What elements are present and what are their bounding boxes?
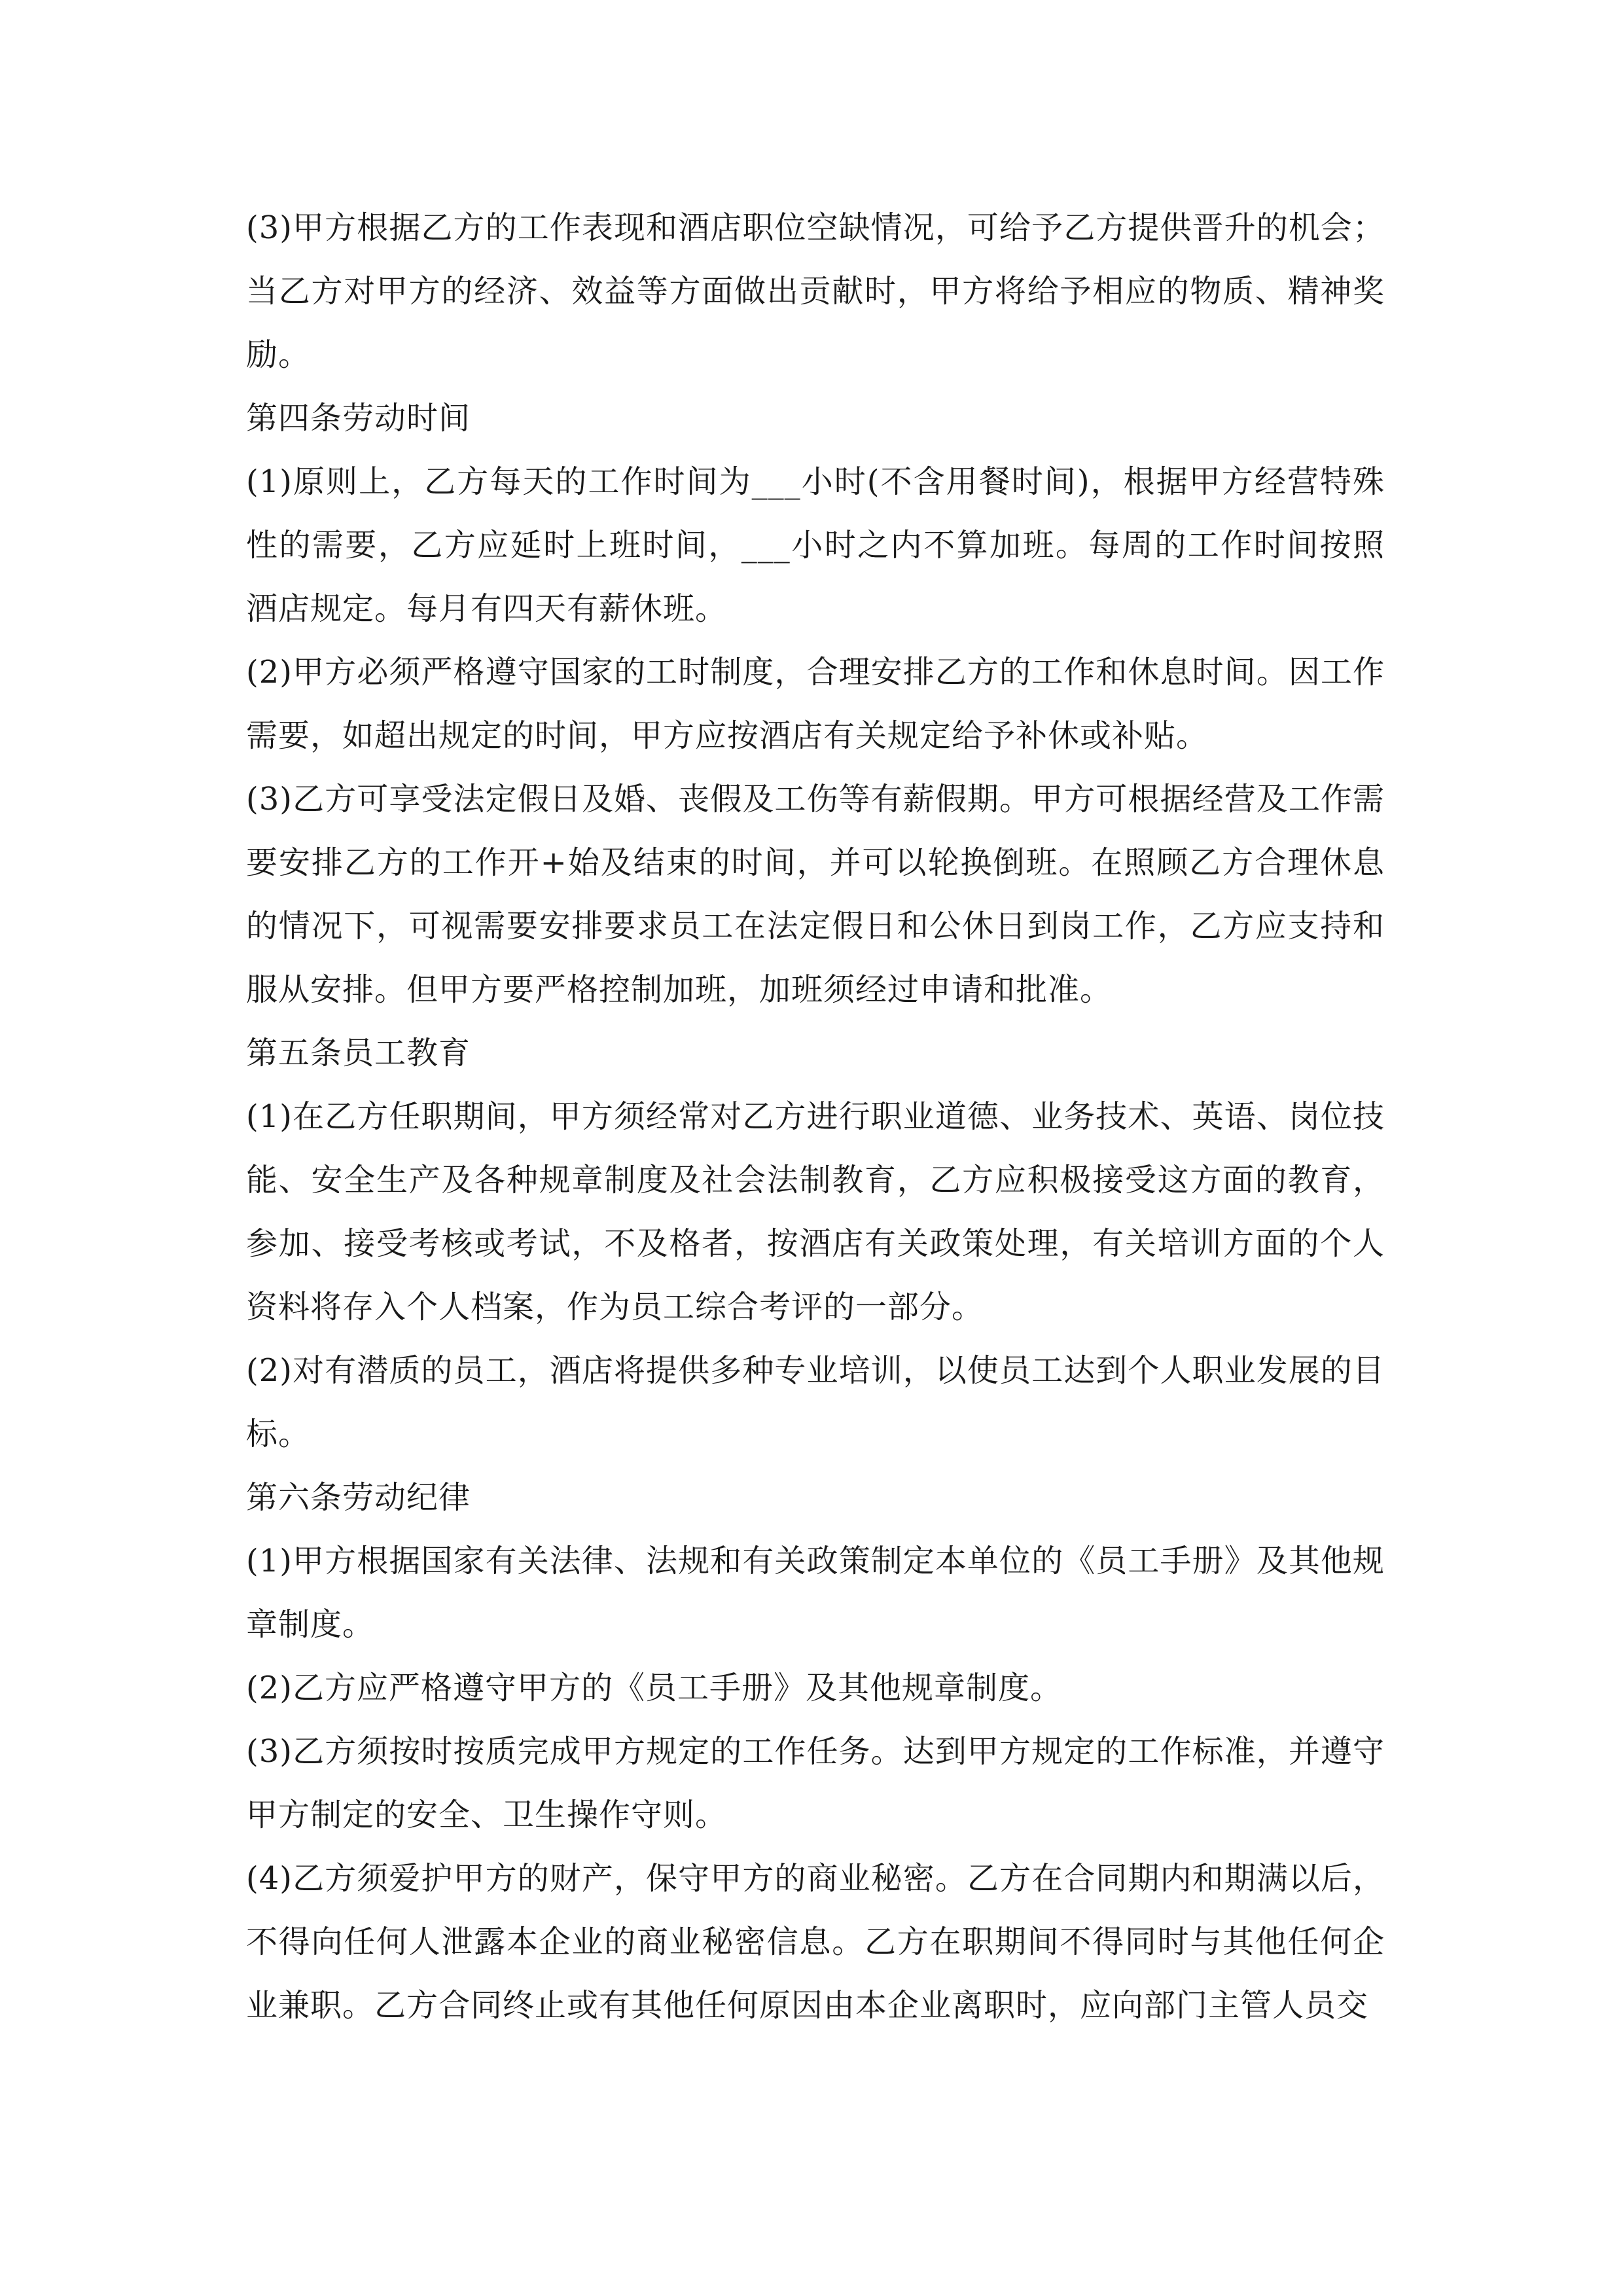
clause-6-4-confidentiality: (4)乙方须爱护甲方的财产，保守甲方的商业秘密。乙方在合同期内和期满以后，不得向任何人泄露本企业的商业秘密信息。乙方在职期间不得同时与其他任何企业兼职。乙方合同终止或有其他任何原因由本企业离职时，应向部门主管人员交 bbox=[246, 1860, 1385, 2024]
clause-4-3-holidays: (3)乙方可享受法定假日及婚、丧假及工伤等有薪假期。甲方可根据经营及工作需要安排乙方的工作开+始及结束的时间，并可以轮换倒班。在照顾乙方合理休息的情况下，可视需要安排要求员工在法定假日和公休日到岗工作，乙方应支持和服从安排。但甲方要严格控制加班，加班须经过申请和批准。 bbox=[246, 781, 1385, 1008]
document-page bbox=[246, 196, 1385, 2037]
article-4-heading: 第四条劳动时间 bbox=[246, 400, 471, 437]
clause-3-3-promotion: (3)甲方根据乙方的工作表现和酒店职位空缺情况，可给予乙方提供晋升的机会；当乙方对甲方的经济、效益等方面做出贡献时，甲方将给予相应的物质、精神奖励。 bbox=[246, 209, 1385, 373]
clause-6-1-rules: (1)甲方根据国家有关法律、法规和有关政策制定本单位的《员工手册》及其他规章制度。 bbox=[246, 1543, 1385, 1643]
clause-4-1-working-hours: (1)原则上，乙方每天的工作时间为___小时(不含用餐时间)，根据甲方经营特殊性的需要，乙方应延时上班时间，___小时之内不算加班。每周的工作时间按照酒店规定。每月有四天有薪休班。 bbox=[246, 463, 1385, 627]
clause-6-2-compliance: (2)乙方应严格遵守甲方的《员工手册》及其他规章制度。 bbox=[246, 1670, 1062, 1706]
clause-5-1-education: (1)在乙方任职期间，甲方须经常对乙方进行职业道德、业务技术、英语、岗位技能、安全生产及各种规章制度及社会法制教育，乙方应积极接受这方面的教育，参加、接受考核或考试，不及格者，按酒店有关政策处理，有关培训方面的个人资料将存入个人档案，作为员工综合考评的一部分。 bbox=[246, 1098, 1385, 1325]
clause-4-2-working-system: (2)甲方必须严格遵守国家的工时制度，合理安排乙方的工作和休息时间。因工作需要，如超出规定的时间，甲方应按酒店有关规定给予补休或补贴。 bbox=[246, 654, 1385, 754]
article-6-heading: 第六条劳动纪律 bbox=[246, 1479, 471, 1516]
clause-6-3-tasks: (3)乙方须按时按质完成甲方规定的工作任务。达到甲方规定的工作标准，并遵守甲方制定的安全、卫生操作守则。 bbox=[246, 1733, 1385, 1833]
article-5-heading: 第五条员工教育 bbox=[246, 1035, 471, 1071]
clause-5-2-training: (2)对有潜质的员工，酒店将提供多种专业培训，以使员工达到个人职业发展的目标。 bbox=[246, 1352, 1385, 1452]
